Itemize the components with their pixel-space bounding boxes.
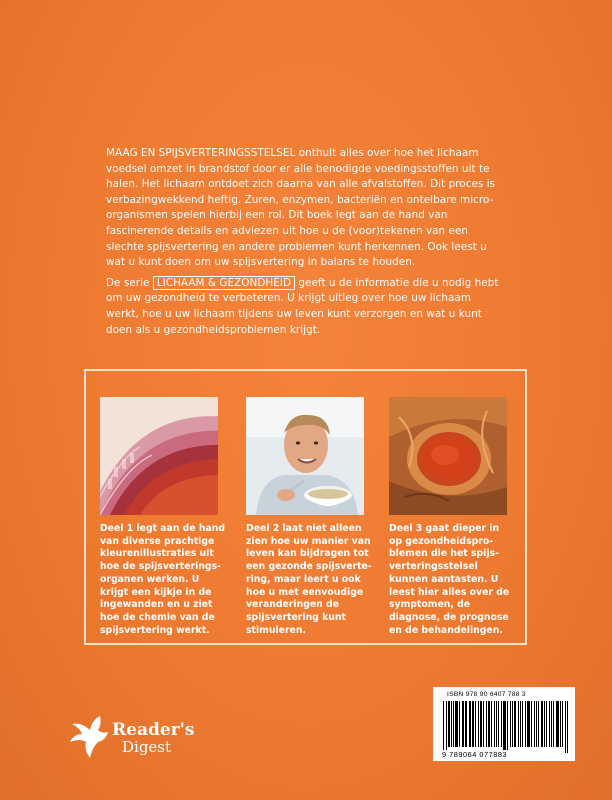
pegasus-icon [70,712,110,760]
volume-1-description: Deel 1 legt aan de hand van diverse prachtige kleurenillustraties uit hoe de spijsverterings-organen werken. U krijgt een kijkje in de ingewanden en u ziet hoe de chemie van de spijsvertering werkt. [100,523,226,636]
volume-2-description: Deel 2 laat niet alleen zien hoe uw manier van leven kan bijdragen tot een gezonde spijsverte-ring, maar leert u ook hoe u met eenvoudige veranderingen de spijsvertering kunt stimuleren. [246,523,372,636]
volumes-panel [84,369,527,645]
barcode-digits: 9 789064 077883 [442,750,508,759]
volume-2-photo [246,397,364,515]
volume-1-illustration [100,397,218,515]
intro-paragraph-1-body: onthult alles over hoe het lichaam voedsel omzet in brandstof door er alle benodigde voedingsstoffen uit te halen. Het lichaam ontdoet zich daarna van alle afvalstoffen. Dit proces is verbazingwekkend heftig. Zuren, enzymen, bacteriën en ontelbare micro-organismen spelen hierbij een rol. Dit boek legt aan de hand van fascinerende details en adviezen uit hoe u de (voor)tekenen van een slechte spijsvertering en andere problemen kunt herkennen. Ook leest u wat u kunt doen om uw spijsvertering in balans te houden. [106,147,496,269]
isbn-label: ISBN 978 90 6407 788 3 [447,691,526,698]
intro-paragraph-2-start: De serie [106,276,153,289]
barcode-bars [439,701,569,753]
readers-digest-logo [70,712,210,768]
logo-wordmark [112,722,194,756]
logo-line-1: Reader's [112,720,195,740]
book-title: MAAG EN SPIJSVERTERINGSSTELSEL [106,147,296,159]
intro-paragraph-2 [106,276,506,338]
intro-text [106,146,506,343]
volume-3-description: Deel 3 gaat dieper in op gezondheidspro-blemen die het spijs-verteringsstelsel kunnen aantasten. U leest hier alles over de symptomen, de diagnose, de prognose en de behandelingen. [389,523,510,636]
isbn-barcode [433,687,575,761]
intro-paragraph-2-body: geeft u de informatie die u nodig hebt om uw gezondheid te verbeteren. U krijgt uitleg over hoe uw lichaam werkt, hoe u uw lichaam tijdens uw leven kunt verzorgen en wat u kunt doen als u gezondheidsproblemen krijgt. [106,276,499,336]
series-name-tag: LICHAAM & GEZONDHEID [153,276,295,290]
volume-3-micrograph [389,397,507,515]
intro-paragraph-1 [106,146,506,271]
logo-line-2: Digest [122,738,172,756]
